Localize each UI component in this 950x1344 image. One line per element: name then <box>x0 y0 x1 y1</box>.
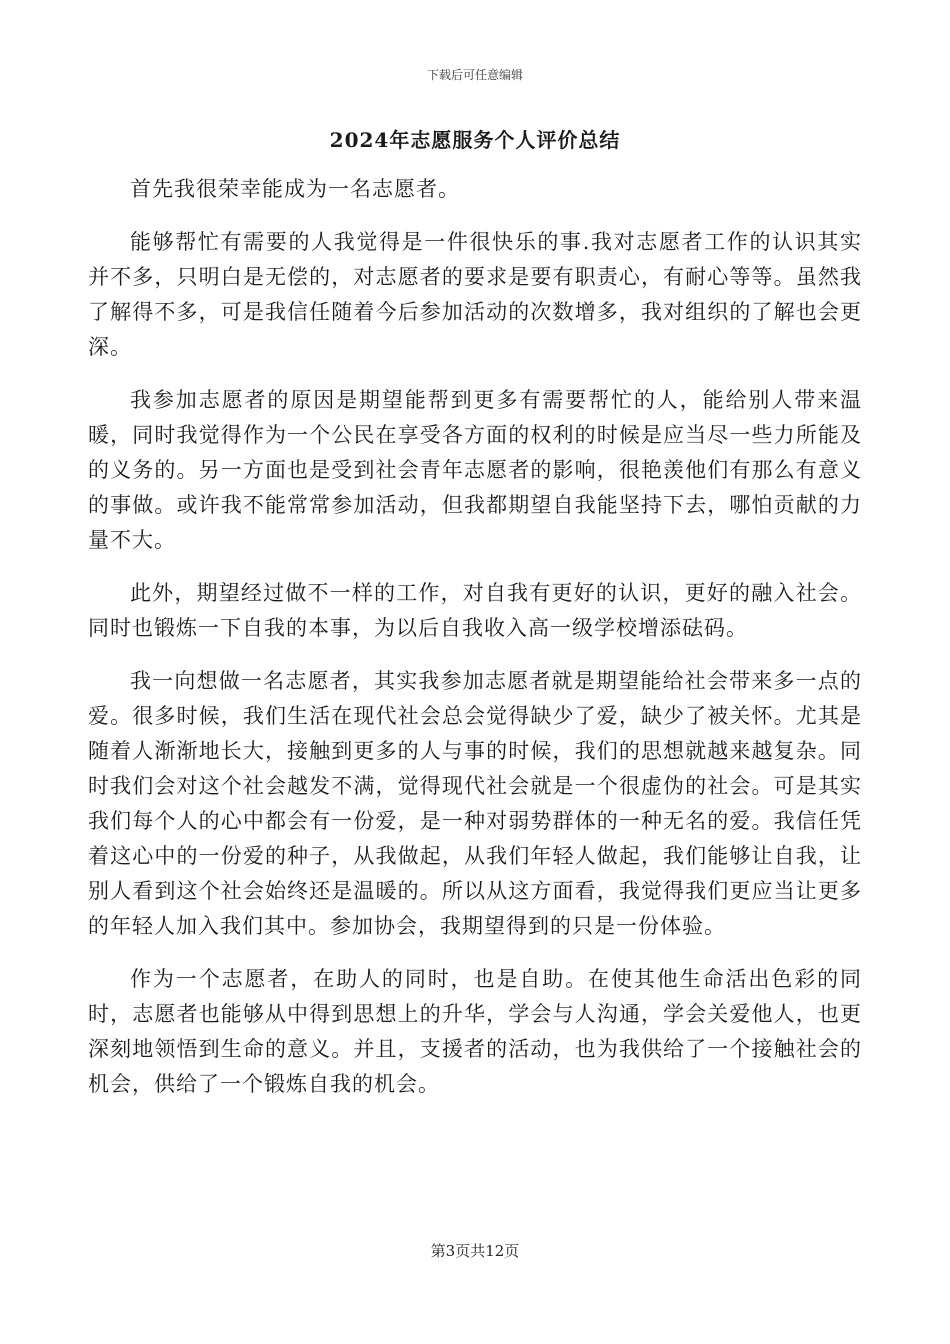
paragraph: 我一向想做一名志愿者，其实我参加志愿者就是期望能给社会带来多一点的爱。很多时候，我们生活在现代社会总会觉得缺少了爱，缺少了被关怀。尤其是随着人渐渐地长大，接触到更多的人与事的时候，我们的思想就越来越复杂。同时我们会对这个社会越发不满，觉得现代社会就是一个很虚伪的社会。可是其实我们每个人的心中都会有一份爱，是一种对弱势群体的一种无名的爱。我信任凭着这心中的一份爱的种子，从我做起，从我们年轻人做起，我们能够让自我，让别人看到这个社会始终还是温暖的。所以从这方面看，我觉得我们更应当让更多的年轻人加入我们其中。参加协会，我期望得到的只是一份体验。 <box>88 669 862 938</box>
document-title: 2024年志愿服务个人评价总结 <box>329 128 621 152</box>
paragraph: 此外，期望经过做不一样的工作，对自我有更好的认识，更好的融入社会。同时也锻炼一下自我的本事，为以后自我收入高一级学校增添砝码。 <box>88 581 862 640</box>
page-number: 第3页共12页 <box>430 1242 520 1260</box>
paragraph: 能够帮忙有需要的人我觉得是一件很快乐的事.我对志愿者工作的认识其实并不多，只明白是无偿的，对志愿者的要求是要有职责心，有耐心等等。虽然我了解得不多，可是我信任随着今后参加活动的次数增多，我对组织的了解也会更深。 <box>88 230 862 359</box>
paragraph: 作为一个志愿者，在助人的同时，也是自助。在使其他生命活出色彩的同时，志愿者也能够从中得到思想上的升华，学会与人沟通，学会关爱他人，也更深刻地领悟到生命的意义。并且，支援者的活动，也为我供给了一个接触社会的机会，供给了一个锻炼自我的机会。 <box>88 967 862 1096</box>
page-header-note: 下载后可任意编辑 <box>426 68 523 82</box>
paragraph: 首先我很荣幸能成为一名志愿者。 <box>130 177 460 201</box>
paragraph: 我参加志愿者的原因是期望能帮到更多有需要帮忙的人，能给别人带来温暖，同时我觉得作为一个公民在享受各方面的权利的时候是应当尽一些力所能及的义务的。另一方面也是受到社会青年志愿者的影响，很艳羡他们有那么有意义的事做。或许我不能常常参加活动，但我都期望自我能坚持下去，哪怕贡献的力量不大。 <box>88 388 862 552</box>
document-body <box>88 172 862 1120</box>
